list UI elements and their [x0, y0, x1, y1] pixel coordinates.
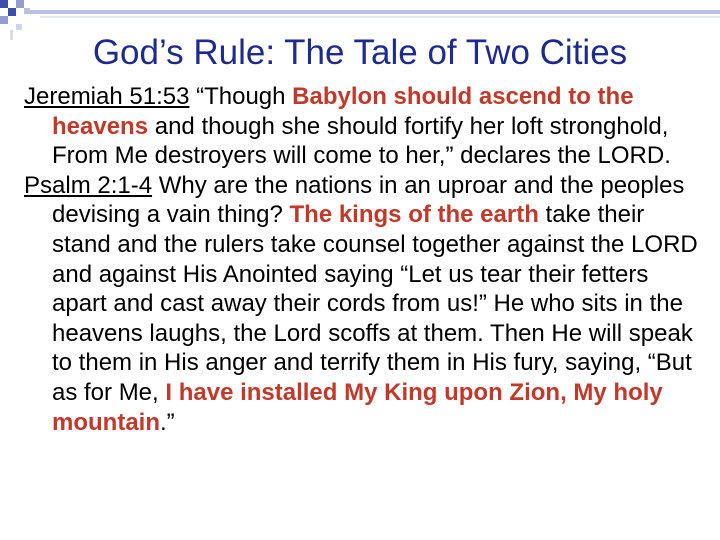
text-segment: “Though: [189, 83, 293, 110]
text-segment: Why are the nations in an uproar and the peoples devising a vain thing?: [52, 171, 685, 229]
paragraph-jeremiah: [24, 82, 709, 171]
scripture-reference: Psalm 2:1-4: [24, 171, 153, 199]
text-segment: take their stand and the rulers take counsel together against the LORD and against His Anointed saying “Let us tear their fetters apart and cast away their cords from us!” He who sits in the heavens laughs, the Lord scoffs at them. Then He will speak to them in His anger and terrify them in His fury, saying, “But as for Me,: [52, 201, 698, 406]
highlighted-text: Babylon should ascend to the heavens: [52, 83, 634, 140]
paragraph-psalm: [24, 171, 709, 437]
slide-body: [24, 82, 709, 437]
highlighted-text: The kings of the earth: [289, 201, 539, 229]
highlighted-text: I have installed My King upon Zion, My holy mountain: [52, 378, 663, 436]
text-segment: and though she should fortify her loft stronghold, From Me destroyers will come to her,” declares the LORD.: [52, 112, 671, 170]
text-segment: .”: [160, 408, 175, 436]
slide-title: God’s Rule: The Tale of Two Cities: [92, 33, 628, 72]
scripture-reference: Jeremiah 51:53: [24, 83, 190, 110]
